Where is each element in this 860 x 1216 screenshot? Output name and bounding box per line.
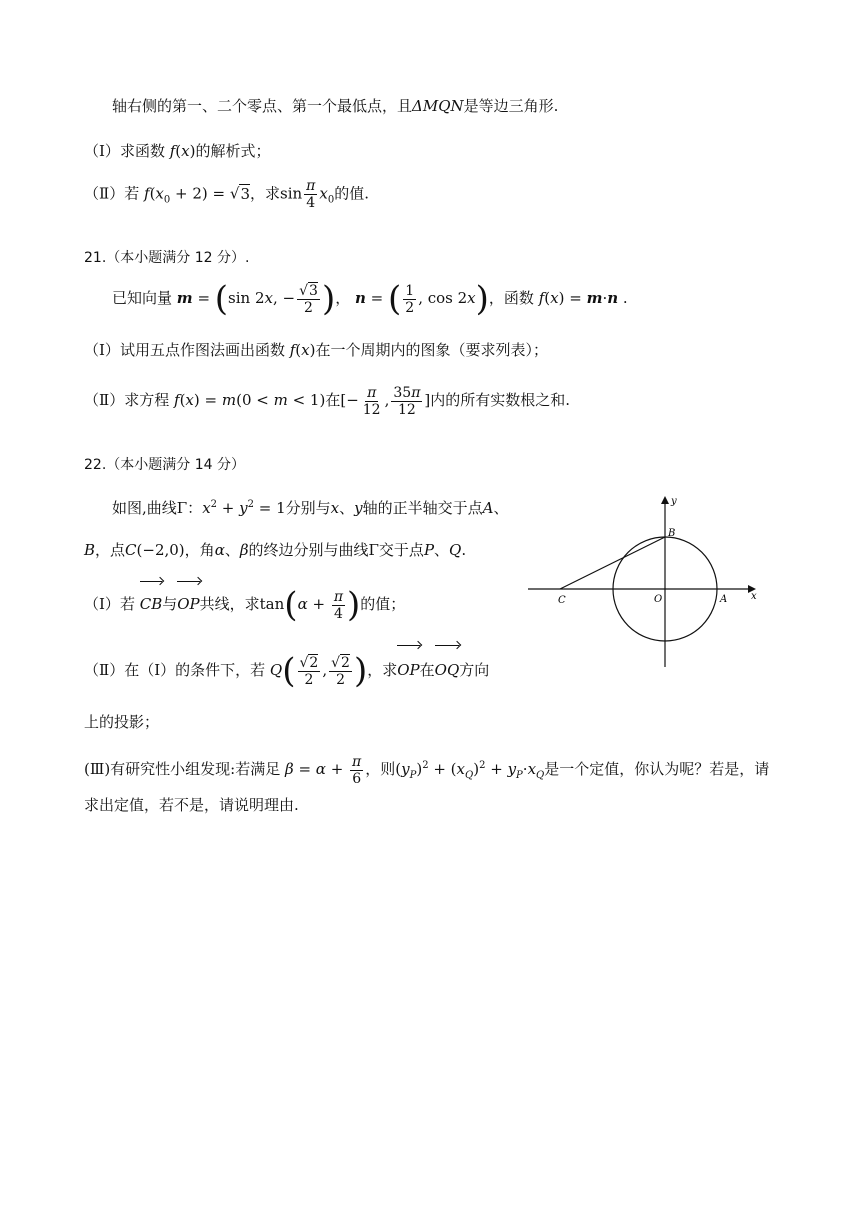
point-o-label: O <box>654 594 663 605</box>
p21-intro: 已知向量 m = (sin 2x, − $\frac{√3}{2}$ )， n = ( $\frac{1}{2}$ , cos 2x)，函数 f(x) = m·n . <box>112 279 628 319</box>
p22-question2-cont: 上的投影； <box>84 713 160 731</box>
p20-line1: 轴右侧的第一、二个零点、第一个最低点，且ΔMQN是等边三角形. <box>112 97 559 115</box>
x-axis-label: x <box>751 591 757 602</box>
p22-question3-cont: 求出定值，若不是，请说明理由. <box>84 796 299 814</box>
p20-question2: （Ⅱ）若 $f(x_0 + 2) = √3$，求sin $\frac{\pi}{4}$ $x_0$的值. <box>84 178 369 211</box>
p20-question1: （Ⅰ）求函数 f(x)的解析式； <box>84 142 271 160</box>
point-c-label: C <box>558 595 566 606</box>
p21-question1: （Ⅰ）试用五点作图法画出函数 f(x)在一个周期内的图象（要求列表）； <box>84 341 548 359</box>
p21-header: 21.（本小题满分 12 分）. <box>84 250 250 266</box>
point-a-label: A <box>720 594 728 605</box>
p22-question1: （Ⅰ）若 CB与OP共线，求tan(α + $\frac{\pi}{4}$ )的值； <box>84 585 406 625</box>
p22-question3: (Ⅲ)有研究性小组发现:若满足 β = α + $\frac{\pi}{6}$ ，则$(y_P)^2 + (x_Q)^2 + y_P\cdot x_Q$是一个定值，你认为呢？若是，请 <box>84 753 770 787</box>
p22-intro2: B，点C(−2,0)，角α、β的终边分别与曲线Γ交于点P、Q. <box>84 541 467 559</box>
p22-question2: （Ⅱ）在（Ⅰ）的条件下，若 Q( $\frac{√2}{2}$ , $\frac{√2}{2}$ )，求OP在OQ方向 <box>84 648 489 692</box>
y-axis-label: y <box>671 496 677 507</box>
p21-question2: （Ⅱ）求方程 f(x) = m(0 < m < 1)在[− $\frac{\pi}{12}$ , $\frac{35\pi}{12}$ ]内的所有实数根之和. <box>84 384 571 418</box>
circle-figure <box>520 492 760 672</box>
point-b-label: B <box>668 528 676 539</box>
p22-header: 22.（本小题满分 14 分） <box>84 457 245 473</box>
p22-intro1: 如图,曲线Γ：$x^2 + y^2 = 1$分别与x、y轴的正半轴交于点A、 <box>112 499 509 517</box>
